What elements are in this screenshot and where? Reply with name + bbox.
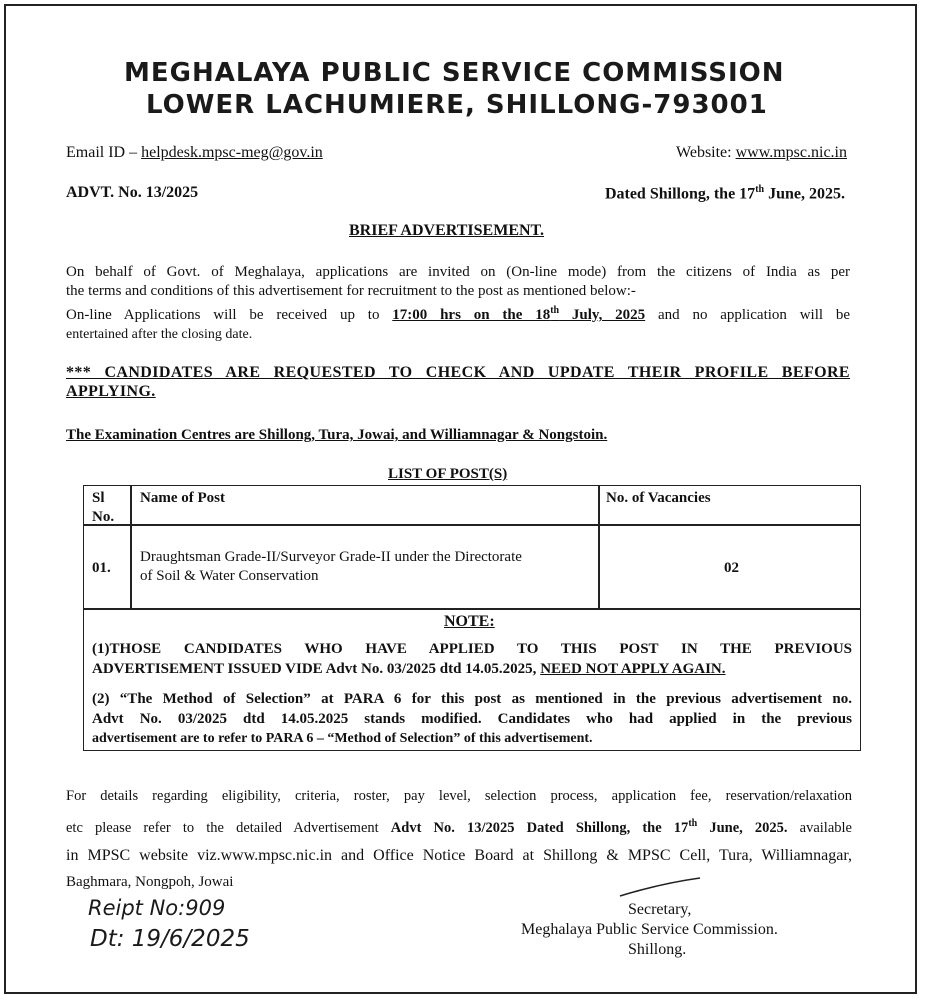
table-divider	[84, 524, 860, 526]
table-divider	[84, 608, 860, 610]
exam-centres: The Examination Centres are Shillong, Tura, Jowai, and Williamnagar & Nongstoin.	[66, 427, 608, 443]
posts-table	[83, 485, 861, 751]
email-label: Email ID –	[66, 144, 142, 161]
note-title: NOTE:	[444, 613, 495, 630]
advt-number: ADVT. No. 13/2025	[66, 184, 199, 201]
header-name-of-post: Name of Post	[140, 490, 225, 506]
table-divider	[130, 486, 132, 609]
email-link[interactable]: helpdesk.mpsc-meg@gov.in	[141, 144, 323, 161]
row-post-name: Draughtsman Grade-II/Surveyor Grade-II under the Directorate of Soil & Water Conservation	[140, 549, 522, 584]
signature-mark	[616, 874, 706, 904]
advertisement-page	[4, 4, 917, 994]
profile-warning: *** CANDIDATES ARE REQUESTED TO CHECK AND UPDATE THEIR PROFILE BEFORE APPLYING.	[66, 364, 850, 400]
handwritten-receipt-no: Reipt No:909	[88, 896, 226, 920]
commission-address: LOWER LACHUMIERE, SHILLONG-793001	[146, 90, 768, 120]
document-title: BRIEF ADVERTISEMENT.	[349, 222, 545, 239]
row-vacancies: 02	[724, 560, 739, 576]
commission-name: MEGHALAYA PUBLIC SERVICE COMMISSION	[124, 58, 785, 88]
details-paragraph: For details regarding eligibility, criteria, roster, pay level, selection process, application fee, reservation/relaxation etc please refer to the detailed Advertisement Advt No. 13/2025 Dated Shillong, the 17th June, 2025. available in MPSC website viz.www.mpsc.nic.in and Office Notice Board at Shillong & MPSC Cell, Tura, Williamnagar, Baghmara, Nongpoh, Jowai	[66, 788, 852, 890]
website-link[interactable]: www.mpsc.nic.in	[735, 144, 847, 161]
advt-date: Dated Shillong, the 17th June, 2025.	[604, 184, 845, 203]
website-line	[676, 144, 847, 162]
row-sl-no: 01.	[92, 560, 111, 576]
signatory-organization: Meghalaya Public Service Commission.	[521, 921, 778, 938]
signatory-place: Shillong.	[628, 941, 687, 958]
handwritten-receipt-date: Dt: 19/6/2025	[90, 926, 250, 952]
website-label: Website:	[676, 144, 736, 161]
table-divider	[598, 486, 600, 609]
note-item-1: (1)THOSE CANDIDATES WHO HAVE APPLIED TO THIS POST IN THE PREVIOUS ADVERTISEMENT ISSUED VIDE Advt No. 03/2025 dtd 14.05.2025, NEED NOT APPLY AGAIN.	[92, 641, 852, 677]
closing-date-line: On-line Applications will be received up to 17:00 hrs on the 18th July, 2025 and no application will be	[66, 305, 851, 323]
email-line	[66, 144, 323, 162]
note-item-2: (2) “The Method of Selection” at PARA 6 for this post as mentioned in the previous advertisement no. Advt No. 03/2025 dtd 14.05.2025 stands modified. Candidates who had applied in the previous advertisement are to refer to PARA 6 – “Method of Selection” of this advertisement.	[92, 691, 852, 746]
intro-paragraph: On behalf of Govt. of Meghalaya, applications are invited on (On-line mode) from the citizens of India as per the terms and conditions of this advertisement for recruitment to the post as mentioned below:- On-line Applications will be received up to 17:00 hrs on the 18th July, 2025 and no application will be entertained after the closing date.	[66, 264, 851, 342]
signatory-title: Secretary,	[628, 901, 692, 918]
list-title: LIST OF POST(S)	[388, 466, 508, 482]
header-sl-no: Sl No.	[92, 490, 115, 525]
header-vacancies: No. of Vacancies	[606, 490, 711, 506]
